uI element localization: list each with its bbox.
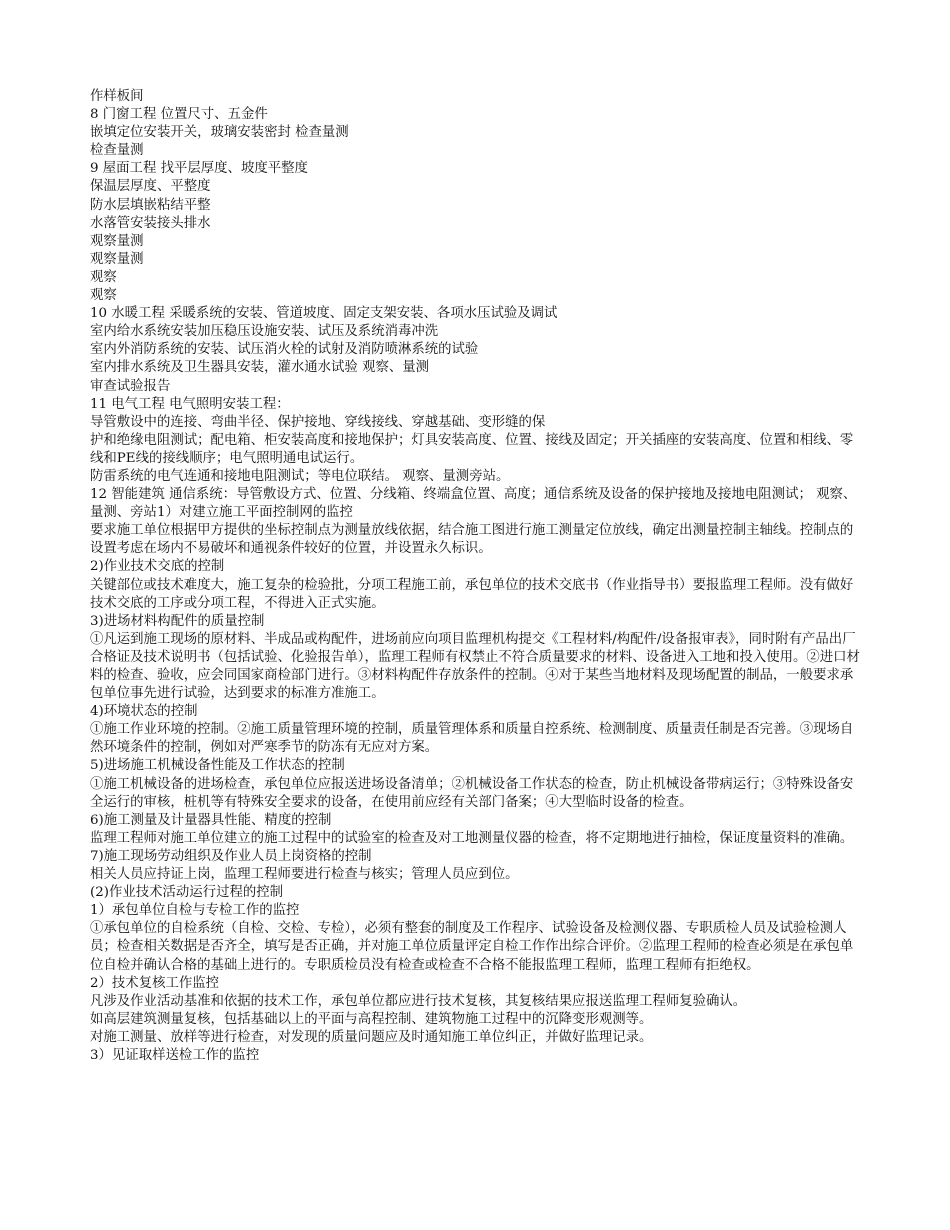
text-line: 防水层填嵌粘结平整 bbox=[90, 197, 211, 213]
text-line: 10 水暖工程 采暖系统的安装、管道坡度、固定支架安装、各项水压试验及调试 bbox=[90, 306, 558, 322]
text-line: 导管敷设中的连接、弯曲半径、保护接地、穿线接线、穿越基础、变形缝的保 bbox=[90, 414, 546, 430]
text-line: 室内给水系统安装加压稳压设施安装、试压及系统消毒冲洗 bbox=[90, 324, 439, 340]
text-line: 对施工测量、放样等进行检查，对发现的质量问题应及时通知施工单位纠正，并做好监理记录。 bbox=[90, 1029, 653, 1045]
section-heading: 7)施工现场劳动组织及作业人员上岗资格的控制 bbox=[90, 848, 372, 864]
text-line: 嵌填定位安装开关，玻璃安装密封 检查量测 bbox=[90, 125, 349, 141]
text-line: 要求施工单位根据甲方提供的坐标控制点为测量放线依据，结合施工图进行施工测量定位放线，确定出测量控制主轴线。控制点的设置考虑在场内不易破坏和通视条件较好的位置，并设置永久标识。 bbox=[90, 523, 854, 557]
text-line: 监理工程师对施工单位建立的施工过程中的试验室的检查及对工地测量仪器的检查，将不定期地进行抽检，保证度量资料的准确。 bbox=[90, 830, 854, 846]
text-line: 12 智能建筑 通信系统：导管敷设方式、位置、分线箱、终端盒位置、高度；通信系统及设备的保护接地及接地电阻测试； 观察、量测、旁站1）对建立施工平面控制网的监控 bbox=[90, 487, 857, 521]
text-line: ①凡运到施工现场的原材料、半成品或构配件，进场前应向项目监理机构提交《工程材料/构配件/设备报审表》，同时附有产品出厂合格证及技术说明书（包括试验、化验报告单），监理工程师有权禁止不符合质量要求的材料、设备进入工地和投入使用。②进口材料的检查、验收，应会同国家商检部门进行。③材料构配件存放条件的控制。④对于某些当地材料及现场配置的制品，一般要求承包单位事先进行试验，达到要求的标准方准施工。 bbox=[90, 631, 860, 702]
text-line: 关键部位或技术难度大，施工复杂的检验批，分项工程施工前，承包单位的技术交底书（作业指导书）要报监理工程师。没有做好技术交底的工序或分项工程，不得进入正式实施。 bbox=[90, 577, 854, 611]
section-heading: 3）见证取样送检工作的监控 bbox=[90, 1047, 260, 1063]
section-heading: 5)进场施工机械设备性能及工作状态的控制 bbox=[90, 758, 345, 774]
text-line: 护和绝缘电阻测试；配电箱、柜安装高度和接地保护；灯具安装高度、位置、接线及固定；开关插座的安装高度、位置和相线、零线和PE线的接线顺序；电气照明通电试运行。 bbox=[90, 432, 854, 466]
text-line: 观察 bbox=[90, 269, 117, 285]
text-line: 防雷系统的电气连通和接地电阻测试；等电位联结。 观察、量测旁站。 bbox=[90, 468, 510, 484]
document-body bbox=[90, 88, 866, 1065]
text-line: 保温层厚度、平整度 bbox=[90, 179, 211, 195]
text-line: 室内外消防系统的安装、试压消火栓的试射及消防喷淋系统的试验 bbox=[90, 342, 479, 358]
text-line: ①承包单位的自检系统（自检、交检、专检），必须有整套的制度及工作程序、试验设备及检测仪器、专职质检人员及试验检测人员；检查相关数据是否齐全，填写是否正确，并对施工单位质量评定自检工作作出综合评价。②监理工程师的检查必须是在承包单位自检并确认合格的基础上进行的。专职质检员没有检查或检查不合格不能报监理工程师，监理工程师有拒绝权。 bbox=[90, 921, 854, 973]
text-line: 检查量测 bbox=[90, 143, 144, 159]
section-heading: 4)环境状态的控制 bbox=[90, 704, 198, 720]
text-line: 观察量测 bbox=[90, 251, 144, 267]
section-heading: 3)进场材料构配件的质量控制 bbox=[90, 613, 265, 629]
section-heading: 6)施工测量及计量器具性能、精度的控制 bbox=[90, 812, 332, 828]
text-line: 水落管安装接头排水 bbox=[90, 215, 211, 231]
section-heading: 2）技术复核工作监控 bbox=[90, 975, 220, 991]
text-line: 9 屋面工程 找平层厚度、坡度平整度 bbox=[90, 161, 308, 177]
text-line: ①施工作业环境的控制。②施工质量管理环境的控制，质量管理体系和质量自控系统、检测制度、质量责任制是否完善。③现场自然环境条件的控制，例如对严寒季节的防冻有无应对方案。 bbox=[90, 722, 854, 756]
section-heading: 1）承包单位自检与专检工作的监控 bbox=[90, 903, 300, 919]
text-line: 作样板间 bbox=[90, 89, 144, 104]
text-line: 相关人员应持证上岗，监理工程师要进行检查与核实；管理人员应到位。 bbox=[90, 867, 519, 883]
text-line: 审查试验报告 bbox=[90, 378, 171, 394]
text-line: 凡涉及作业活动基准和依据的技术工作，承包单位都应进行技术复核，其复核结果应报送监理工程师复验确认。 bbox=[90, 993, 747, 1009]
section-heading: 2)作业技术交底的控制 bbox=[90, 559, 225, 575]
text-line: 8 门窗工程 位置尺寸、五金件 bbox=[90, 107, 268, 123]
text-line: 观察 bbox=[90, 288, 117, 304]
section-heading: (2)作业技术活动运行过程的控制 bbox=[90, 885, 284, 901]
text-line: 如高层建筑测量复核，包括基础以上的平面与高程控制、建筑物施工过程中的沉降变形观测等。 bbox=[90, 1011, 653, 1027]
text-line: 室内排水系统及卫生器具安装，灌水通水试验 观察、量测 bbox=[90, 360, 430, 376]
text-line: ①施工机械设备的进场检查，承包单位应报送进场设备清单；②机械设备工作状态的检查，防止机械设备带病运行；③特殊设备安全运行的审核，桩机等有特殊安全要求的设备，在使用前应经有关部门备案；④大型临时设备的检查。 bbox=[90, 776, 854, 810]
text-line: 观察量测 bbox=[90, 233, 144, 249]
text-line: 11 电气工程 电气照明安装工程： bbox=[90, 396, 290, 412]
